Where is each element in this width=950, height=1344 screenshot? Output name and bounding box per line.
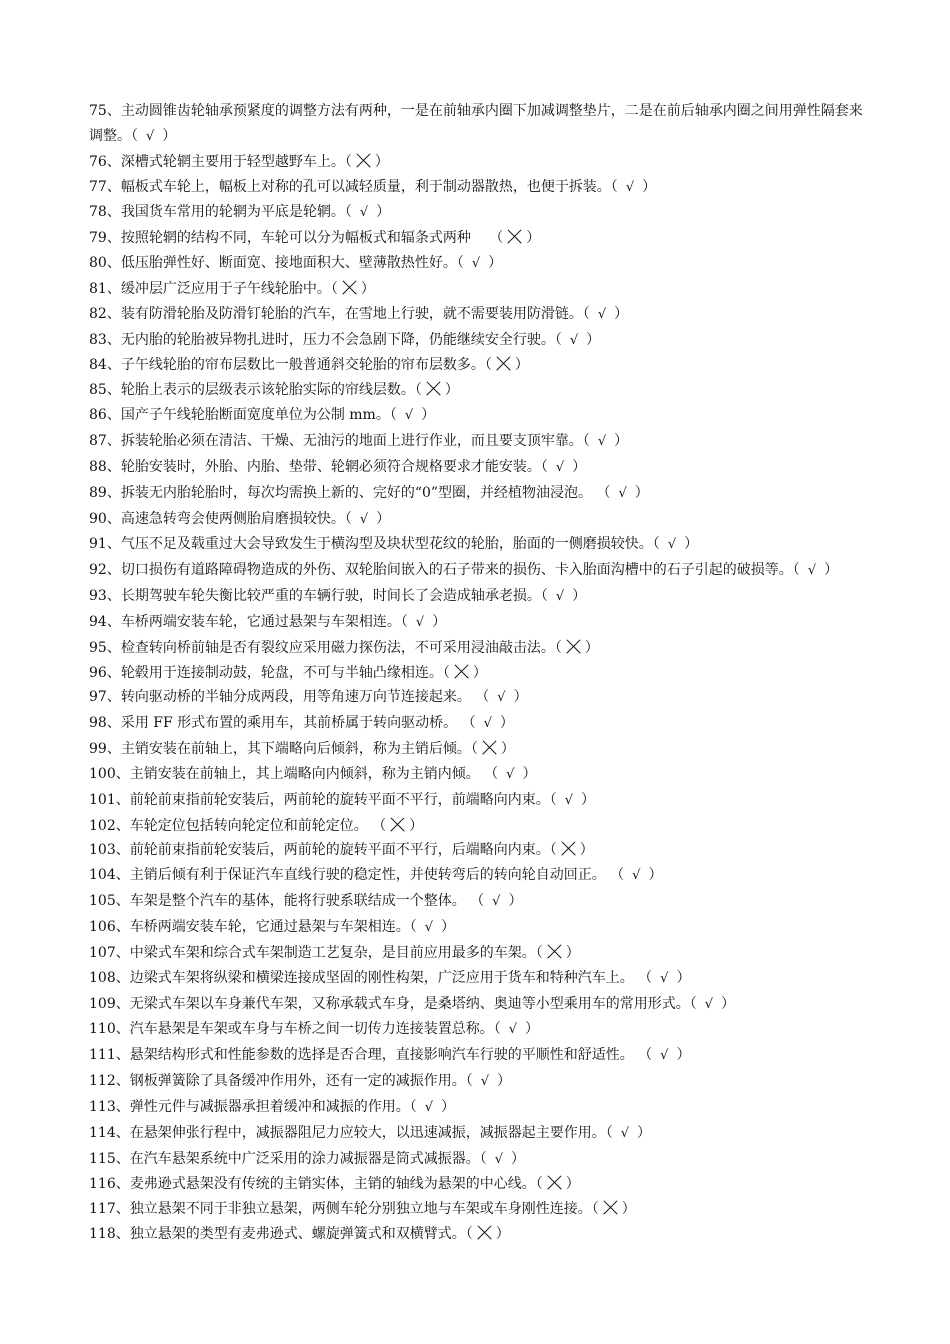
question-text: 84、子午线轮胎的帘布层数比一般普通斜交轮胎的帘布层数多。（ <box>89 357 492 374</box>
closing-paren: ） <box>621 1201 636 1218</box>
question-text: 106、车桥两端安装车轮，它通过悬架与车架相连。（ <box>89 919 417 935</box>
question-text: 80、低压胎弹性好、断面宽、接地面积大、壁薄散热性好。（ <box>89 255 464 272</box>
question-item <box>89 737 864 762</box>
question-item <box>89 584 864 610</box>
check-mark-icon: √ <box>597 306 607 322</box>
check-mark-icon: √ <box>620 1125 630 1141</box>
question-text: 101、前轮前束指前轮安装后，两前轮的旋转平面不平行，前端略向内束。（ <box>89 791 557 808</box>
check-mark-icon: √ <box>497 690 506 706</box>
question-text: 82、装有防滑轮胎及防滑钉轮胎的汽车，在雪地上行驶，就不需要装用防滑链。（ <box>89 305 590 322</box>
question-item <box>89 302 864 328</box>
closing-paren: ） <box>586 331 601 348</box>
question-text: 91、气压不足及载重过大会导致发生于横沟型及块状型花纹的轮胎，胎面的一侧磨损较快。（ <box>89 536 660 553</box>
closing-paren: ） <box>579 842 594 859</box>
question-item <box>89 610 864 636</box>
closing-paren: ） <box>584 639 599 656</box>
question-text: 76、深槽式轮辋主要用于轻型越野车上。（ <box>89 153 352 170</box>
question-item <box>89 814 864 839</box>
question-item <box>89 507 864 533</box>
check-mark-icon: √ <box>807 563 817 579</box>
cross-mark-icon <box>356 153 371 168</box>
closing-paren: ） <box>572 458 587 475</box>
cross-mark-icon <box>547 944 562 959</box>
check-mark-icon: √ <box>597 433 607 449</box>
closing-paren: ） <box>824 562 839 579</box>
question-item <box>89 481 864 507</box>
question-text: 89、拆装无内胎轮胎时，每次均需换上新的、完好的“0”型圈，并经植物油浸泡。 （ <box>89 484 611 501</box>
question-text: 98、采用 FF 形式布置的乘用车，其前桥属于转向驱动桥。 （ <box>89 715 476 732</box>
question-item <box>89 1172 864 1197</box>
question-text: 111、悬架结构形式和性能参数的选择是否合理，直接影响汽车行驶的平顺性和舒适性。 （ <box>89 1047 653 1064</box>
question-text: 86、国产子午线轮胎断面宽度单位为公制 mm。（ <box>89 407 397 424</box>
cross-mark-icon <box>426 381 441 396</box>
closing-paren: ） <box>374 153 389 170</box>
check-mark-icon: √ <box>564 792 574 808</box>
question-item <box>89 175 864 201</box>
question-item <box>89 1222 864 1247</box>
question-item <box>89 889 864 915</box>
question-text: 88、轮胎安装时，外胎、内胎、垫带、轮辋必须符合规格要求才能安装。（ <box>89 458 548 475</box>
check-mark-icon: √ <box>492 894 501 910</box>
question-item <box>89 532 864 558</box>
cross-mark-icon <box>566 639 581 654</box>
question-item <box>89 1043 864 1069</box>
question-text: 95、检查转向桥前轴是否有裂纹应采用磁力探伤法，不可采用浸油敲击法。（ <box>89 639 562 656</box>
cross-mark-icon <box>482 740 497 755</box>
closing-paren: ） <box>360 280 375 297</box>
check-mark-icon: √ <box>359 205 369 221</box>
closing-paren: ） <box>676 1047 691 1064</box>
check-mark-icon: √ <box>569 332 579 348</box>
closing-paren: ） <box>514 357 529 374</box>
question-item <box>89 455 864 481</box>
closing-paren: ） <box>572 588 587 605</box>
check-mark-icon: √ <box>667 537 677 553</box>
question-text: 78、我国货车常用的轮辋为平底是轮辋。（ <box>89 204 352 221</box>
question-text: 100、主销安装在前轴上，其上端略向内倾斜，称为主销内倾。 （ <box>89 765 499 782</box>
closing-paren: ） <box>495 1226 510 1243</box>
check-mark-icon: √ <box>471 256 481 272</box>
check-mark-icon: √ <box>483 716 492 732</box>
closing-paren: ） <box>676 969 691 986</box>
question-item <box>89 992 864 1018</box>
closing-paren: ） <box>637 1124 652 1141</box>
question-text: 109、无梁式车架以车身兼代车架，又称承载式车身，是桑塔纳、奥迪等小型乘用车的常用形式。（ <box>89 995 697 1012</box>
check-mark-icon: √ <box>625 179 635 195</box>
closing-paren: ） <box>421 407 436 424</box>
question-item <box>89 328 864 354</box>
question-item <box>89 1121 864 1147</box>
question-text: 87、拆装轮胎必须在清洁、干燥、无油污的地面上进行作业，而且要支顶牢靠。（ <box>89 432 590 449</box>
question-item <box>89 941 864 966</box>
closing-paren: ） <box>508 893 523 910</box>
check-mark-icon: √ <box>660 970 669 986</box>
question-text: 79、按照轮辋的结构不同，车轮可以分为幅板式和辐条式两种 （ <box>89 230 504 247</box>
closing-paren: ） <box>376 204 391 221</box>
closing-paren: ） <box>441 919 456 935</box>
closing-paren: ） <box>488 255 503 272</box>
question-item <box>89 1069 864 1095</box>
closing-paren: ） <box>634 484 649 501</box>
closing-paren: ） <box>522 765 537 782</box>
check-mark-icon: √ <box>555 459 565 475</box>
question-text: 108、边梁式车架将纵梁和横梁连接成坚固的刚性构架，广泛应用于货车和特种汽车上。 （ <box>89 969 653 986</box>
question-item <box>89 711 864 737</box>
question-item <box>89 277 864 302</box>
question-text: 103、前轮前束指前轮安装后，两前轮的旋转平面不平行，后端略向内束。（ <box>89 842 557 859</box>
check-mark-icon: √ <box>404 408 414 424</box>
cross-mark-icon <box>603 1200 618 1215</box>
check-mark-icon: √ <box>704 996 714 1012</box>
question-text: 114、在悬架伸张行程中，减振器阻尼力应较大，以迅速减振，减振器起主要作用。（ <box>89 1124 613 1141</box>
question-item <box>89 788 864 814</box>
question-text: 115、在汽车悬架系统中广泛采用的涂力减振器是筒式减振器。（ <box>89 1150 487 1167</box>
closing-paren: ） <box>376 510 391 527</box>
check-mark-icon: √ <box>424 920 434 935</box>
question-text: 85、轮胎上表示的层级表示该轮胎实际的帘线层数。（ <box>89 382 422 399</box>
question-text: 93、长期驾驶车轮失衡比较严重的车辆行驶，时间长了会造成轴承老损。（ <box>89 588 548 605</box>
closing-paren: ） <box>499 715 514 732</box>
closing-paren: ） <box>642 178 657 195</box>
question-text: 99、主销安装在前轴上，其下端略向后倾斜，称为主销后倾。（ <box>89 741 478 758</box>
question-text: 107、中梁式车架和综合式车架制造工艺复杂，是目前应用最多的车架。（ <box>89 944 543 961</box>
closing-paren: ） <box>526 230 541 247</box>
check-mark-icon: √ <box>359 511 369 527</box>
question-text: 113、弹性元件与减振器承担着缓冲和减振的作用。（ <box>89 1098 417 1115</box>
question-item <box>89 429 864 455</box>
question-text: 92、切口损伤有道路障碍物造成的外伤、双轮胎间嵌入的石子带来的损伤、卡入胎面沟槽中的石子引起的破损等。（ <box>89 562 800 579</box>
question-item <box>89 403 864 429</box>
question-text: 117、独立悬架不同于非独立悬架，两侧车轮分别独立地与车架或车身刚性连接。（ <box>89 1201 599 1218</box>
question-text: 110、汽车悬架是车架或车身与车桥之间一切传力连接装置总称。（ <box>89 1021 501 1038</box>
cross-mark-icon <box>507 229 522 244</box>
question-item <box>89 863 864 889</box>
question-text: 81、缓冲层广泛应用于子午线轮胎中。（ <box>89 280 338 297</box>
closing-paren: ） <box>441 1098 456 1115</box>
closing-paren: ） <box>500 741 515 758</box>
question-text: 83、无内胎的轮胎被异物扎进时，压力不会急剧下降，仍能继续安全行驶。（ <box>89 331 562 348</box>
question-text: 96、轮毂用于连接制动鼓，轮盘，不可与半轴凸缘相连。（ <box>89 664 450 681</box>
question-item <box>89 226 864 251</box>
closing-paren: ） <box>525 1021 540 1038</box>
cross-mark-icon <box>547 1175 562 1190</box>
closing-paren: ） <box>409 817 424 834</box>
question-text: 118、独立悬架的类型有麦弗逊式、螺旋弹簧式和双横臂式。（ <box>89 1226 473 1243</box>
question-text: 97、转向驱动桥的半轴分成两段，用等角速万向节连接起来。 （ <box>89 689 490 706</box>
closing-paren: ） <box>472 664 487 681</box>
closing-paren: ） <box>497 1073 512 1090</box>
question-item <box>89 353 864 378</box>
question-item <box>89 966 864 992</box>
check-mark-icon: √ <box>480 1074 490 1090</box>
question-item <box>89 200 864 226</box>
check-mark-icon: √ <box>506 766 515 782</box>
cross-mark-icon <box>496 356 511 371</box>
check-mark-icon: √ <box>618 485 627 501</box>
cross-mark-icon <box>477 1225 492 1240</box>
question-item <box>89 251 864 277</box>
question-item <box>89 150 864 175</box>
cross-mark-icon <box>390 817 405 832</box>
cross-mark-icon <box>454 664 469 679</box>
question-item <box>89 762 864 788</box>
closing-paren: ） <box>565 1176 580 1193</box>
true-false-question-list <box>89 99 864 1247</box>
question-text: 112、钢板弹簧除了具备缓冲作用外，还有一定的减振作用。（ <box>89 1073 473 1090</box>
closing-paren: ） <box>581 791 596 808</box>
closing-paren: ） <box>511 1150 526 1167</box>
check-mark-icon: √ <box>660 1048 669 1064</box>
question-text: 104、主销后倾有利于保证汽车直线行驶的稳定性，并使转弯后的转向轮自动回正。 （ <box>89 867 625 884</box>
question-text: 77、幅板式车轮上，幅板上对称的孔可以减轻质量，利于制动器散热，也便于拆装。（ <box>89 178 618 195</box>
question-item <box>89 558 864 584</box>
check-mark-icon: √ <box>415 614 425 630</box>
closing-paren: ） <box>721 995 736 1012</box>
check-mark-icon: √ <box>632 868 641 884</box>
check-mark-icon: √ <box>424 1099 434 1115</box>
question-text: 102、车轮定位包括转向轮定位和前轮定位。 （ <box>89 817 387 834</box>
question-item <box>89 636 864 661</box>
question-item <box>89 685 864 711</box>
question-text: 105、车架是整个汽车的基体，能将行驶系联结成一个整体。 （ <box>89 893 485 910</box>
closing-paren: ） <box>444 382 459 399</box>
check-mark-icon: √ <box>555 589 565 605</box>
cross-mark-icon <box>342 280 357 295</box>
closing-paren: ） <box>684 536 699 553</box>
question-item <box>89 661 864 686</box>
check-mark-icon: √ <box>508 1022 518 1038</box>
check-mark-icon: √ <box>146 128 155 144</box>
question-text: 75、主动圆锥齿轮轴承预紧度的调整方法有两种，一是在前轴承内圈下加减调整垫片，二是在前后轴承内圈之间用弹性隔套来调整。（ <box>89 103 863 144</box>
question-item <box>89 1147 864 1173</box>
closing-paren: ） <box>162 127 177 144</box>
question-item <box>89 378 864 403</box>
closing-paren: ） <box>513 689 528 706</box>
closing-paren: ） <box>614 305 629 322</box>
check-mark-icon: √ <box>494 1151 504 1167</box>
question-item <box>89 99 864 150</box>
question-item <box>89 838 864 863</box>
closing-paren: ） <box>648 867 663 884</box>
question-text: 116、麦弗逊式悬架没有传统的主销实体，主销的轴线为悬架的中心线。（ <box>89 1176 543 1193</box>
cross-mark-icon <box>561 841 576 856</box>
question-item <box>89 1197 864 1222</box>
question-text: 94、车桥两端安装车轮，它通过悬架与车架相连。（ <box>89 613 408 630</box>
question-item <box>89 1095 864 1121</box>
closing-paren: ） <box>614 432 629 449</box>
closing-paren: ） <box>432 613 447 630</box>
question-item <box>89 1017 864 1043</box>
question-item <box>89 915 864 941</box>
question-text: 90、高速急转弯会使两侧胎肩磨损较快。（ <box>89 510 352 527</box>
closing-paren: ） <box>565 944 580 961</box>
